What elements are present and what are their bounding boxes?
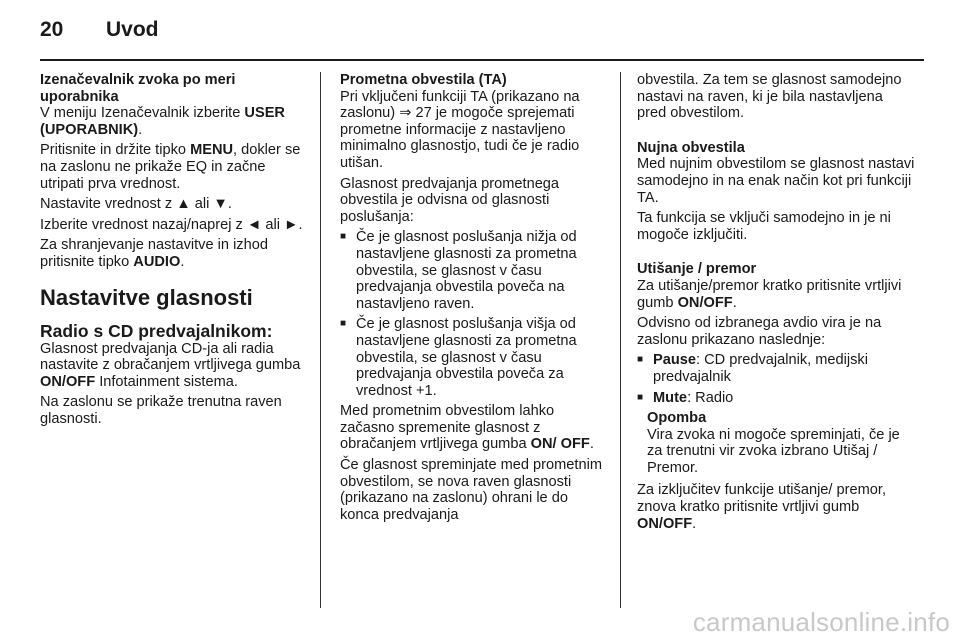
- column-3: [637, 72, 915, 536]
- paragraph: Za shranjevanje nastavitve in izhod pritisnite tipko AUDIO.: [40, 237, 268, 270]
- emergency-heading: Nujna obvestila: [637, 139, 745, 156]
- paragraph: Glasnost predvajanja CD-ja ali radia nastavite z obračanjem vrtljivega gumba ON/OFF Infotainment sistema.: [40, 340, 301, 390]
- bullet-list: [340, 229, 608, 399]
- paragraph: Ta funkcija se vključi samodejno in je ni mogoče izključiti.: [637, 210, 891, 243]
- header-rule: [40, 59, 924, 61]
- paragraph: Če glasnost spreminjate med prometnim obvestilom, se nova raven glasnosti (prikazano na zaslonu) ohrani le do konca predvajanja: [340, 457, 602, 523]
- bullet-list: [637, 352, 915, 406]
- note-box: [637, 410, 915, 476]
- paragraph: Pritisnite in držite tipko MENU, dokler se na zaslonu ne prikaže EQ in začne utripati prva vrednost.: [40, 142, 301, 192]
- column-divider: [320, 72, 321, 608]
- equalizer-heading: Izenačevalnik zvoka po meri uporabnika: [40, 72, 236, 105]
- column-1: [40, 72, 308, 432]
- page-number: 20: [40, 18, 64, 41]
- note-title: Opomba: [647, 410, 707, 427]
- paragraph: Za utišanje/premor kratko pritisnite vrtljivi gumb ON/OFF.: [637, 277, 902, 311]
- paragraph: Med prometnim obvestilom lahko začasno spremenite glasnost z obračanjem vrtljivega gumba ON/ OFF.: [340, 403, 594, 453]
- column-divider: [620, 72, 621, 608]
- list-item: ■ Mute: Radio: [637, 390, 915, 407]
- chapter-title: Uvod: [106, 18, 159, 41]
- list-item: ■ Pause: CD predvajalnik, medijski predvajalnik: [637, 352, 915, 385]
- paragraph: Glasnost predvajanja prometnega obvestila je odvisna od glasnosti poslušanja:: [340, 175, 560, 225]
- paragraph: Nastavite vrednost z ▲ ali ▼.: [40, 196, 232, 213]
- mute-heading: Utišanje / premor: [637, 261, 757, 278]
- column-2: [340, 72, 608, 527]
- paragraph: Za izključitev funkcije utišanje/ premor, znova kratko pritisnite vrtljivi gumb ON/OFF.: [637, 482, 887, 532]
- paragraph: Izberite vrednost nazaj/naprej z ◄ ali ►.: [40, 216, 303, 233]
- paragraph: Med nujnim obvestilom se glasnost nastavi samodejno in na enak način kot pri funkciji TA.: [637, 156, 915, 206]
- list-item: ■ Če je glasnost poslušanja nižja od nastavljene glasnosti za prometna obvestila, se glasnost v času predvajanja obvestila poveča na nastavljeno raven.: [340, 229, 608, 312]
- page-header: [40, 18, 159, 42]
- section-title: Nastavitve glasnosti: [40, 284, 253, 310]
- paragraph: Pri vključeni funkciji TA (prikazano na zaslonu) ⇒ 27 je mogoče sprejemati prometne informacije z nastavljeno minimalno glasnostjo, tudi če je radio utišan.: [340, 88, 580, 171]
- traffic-heading: Prometna obvestila (TA): [340, 72, 507, 88]
- paragraph: V meniju Izenačevalnik izberite USER (UPORABNIK).: [40, 105, 285, 138]
- paragraph: Na zaslonu se prikaže trenutna raven glasnosti.: [40, 394, 282, 427]
- paragraph: Odvisno od izbranega avdio vira je na zaslonu prikazano naslednje:: [637, 315, 882, 348]
- note-text: Vira zvoka ni mogoče spreminjati, če je za trenutni vir zvoka izbrano Utišaj / Premor.: [647, 426, 900, 476]
- paragraph: obvestila. Za tem se glasnost samodejno nastavi na raven, ki je bila nastavljena pred obvestilom.: [637, 72, 902, 122]
- list-item: ■ Če je glasnost poslušanja višja od nastavljene glasnosti za prometna obvestila, se glasnost v času predvajanja obvestila poveča za vrednost +1.: [340, 316, 608, 399]
- subsection-title: Radio s CD predvajalnikom:: [40, 320, 273, 341]
- watermark: carmanualsonline.info: [692, 607, 950, 637]
